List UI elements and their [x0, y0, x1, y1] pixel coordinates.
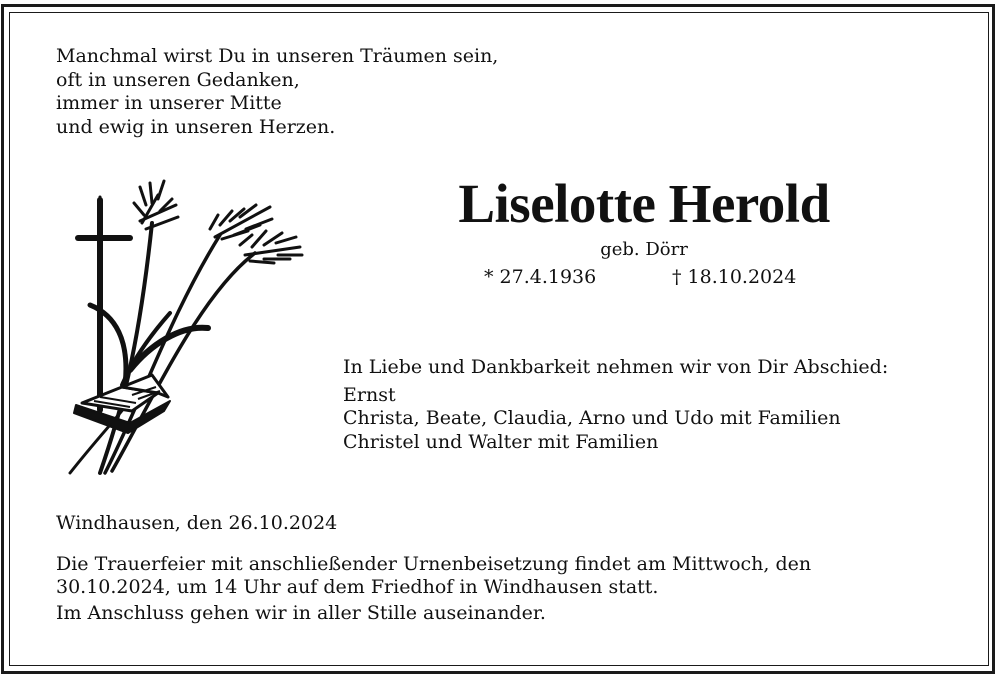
- mourner-line: Christel und Walter mit Familien: [343, 430, 659, 453]
- verse-line: und ewig in unseren Herzen.: [56, 115, 336, 138]
- birth-date: * 27.4.1936: [484, 266, 597, 288]
- mourner-line: Ernst: [343, 383, 396, 406]
- mourners-block: [343, 356, 888, 454]
- verse-line: Manchmal wirst Du in unseren Träumen sein,: [56, 45, 499, 67]
- memorial-verse: [56, 45, 498, 139]
- farewell-intro: In Liebe und Dankbarkeit nehmen wir von Dir Abschied:: [343, 356, 889, 378]
- ceremony-info: [56, 553, 811, 625]
- ceremony-line: Die Trauerfeier mit anschließender Urnenbeisetzung findet am Mittwoch, den: [56, 553, 812, 575]
- closing-note: Im Anschluss gehen wir in aller Stille auseinander.: [56, 602, 546, 624]
- ceremony-line: 30.10.2024, um 14 Uhr auf dem Friedhof in Windhausen statt.: [56, 576, 659, 598]
- cross-with-wheat-and-bible-icon: [60, 175, 310, 484]
- deceased-name: Liselotte Herold: [458, 173, 830, 234]
- verse-line: oft in unseren Gedanken,: [56, 68, 300, 91]
- verse-line: immer in unserer Mitte: [56, 92, 282, 114]
- mourner-line: Christa, Beate, Claudia, Arno und Udo mit Familien: [343, 407, 841, 429]
- place-and-date: Windhausen, den 26.10.2024: [56, 512, 338, 534]
- maiden-name: geb. Dörr: [600, 239, 688, 260]
- death-date: † 18.10.2024: [672, 266, 797, 288]
